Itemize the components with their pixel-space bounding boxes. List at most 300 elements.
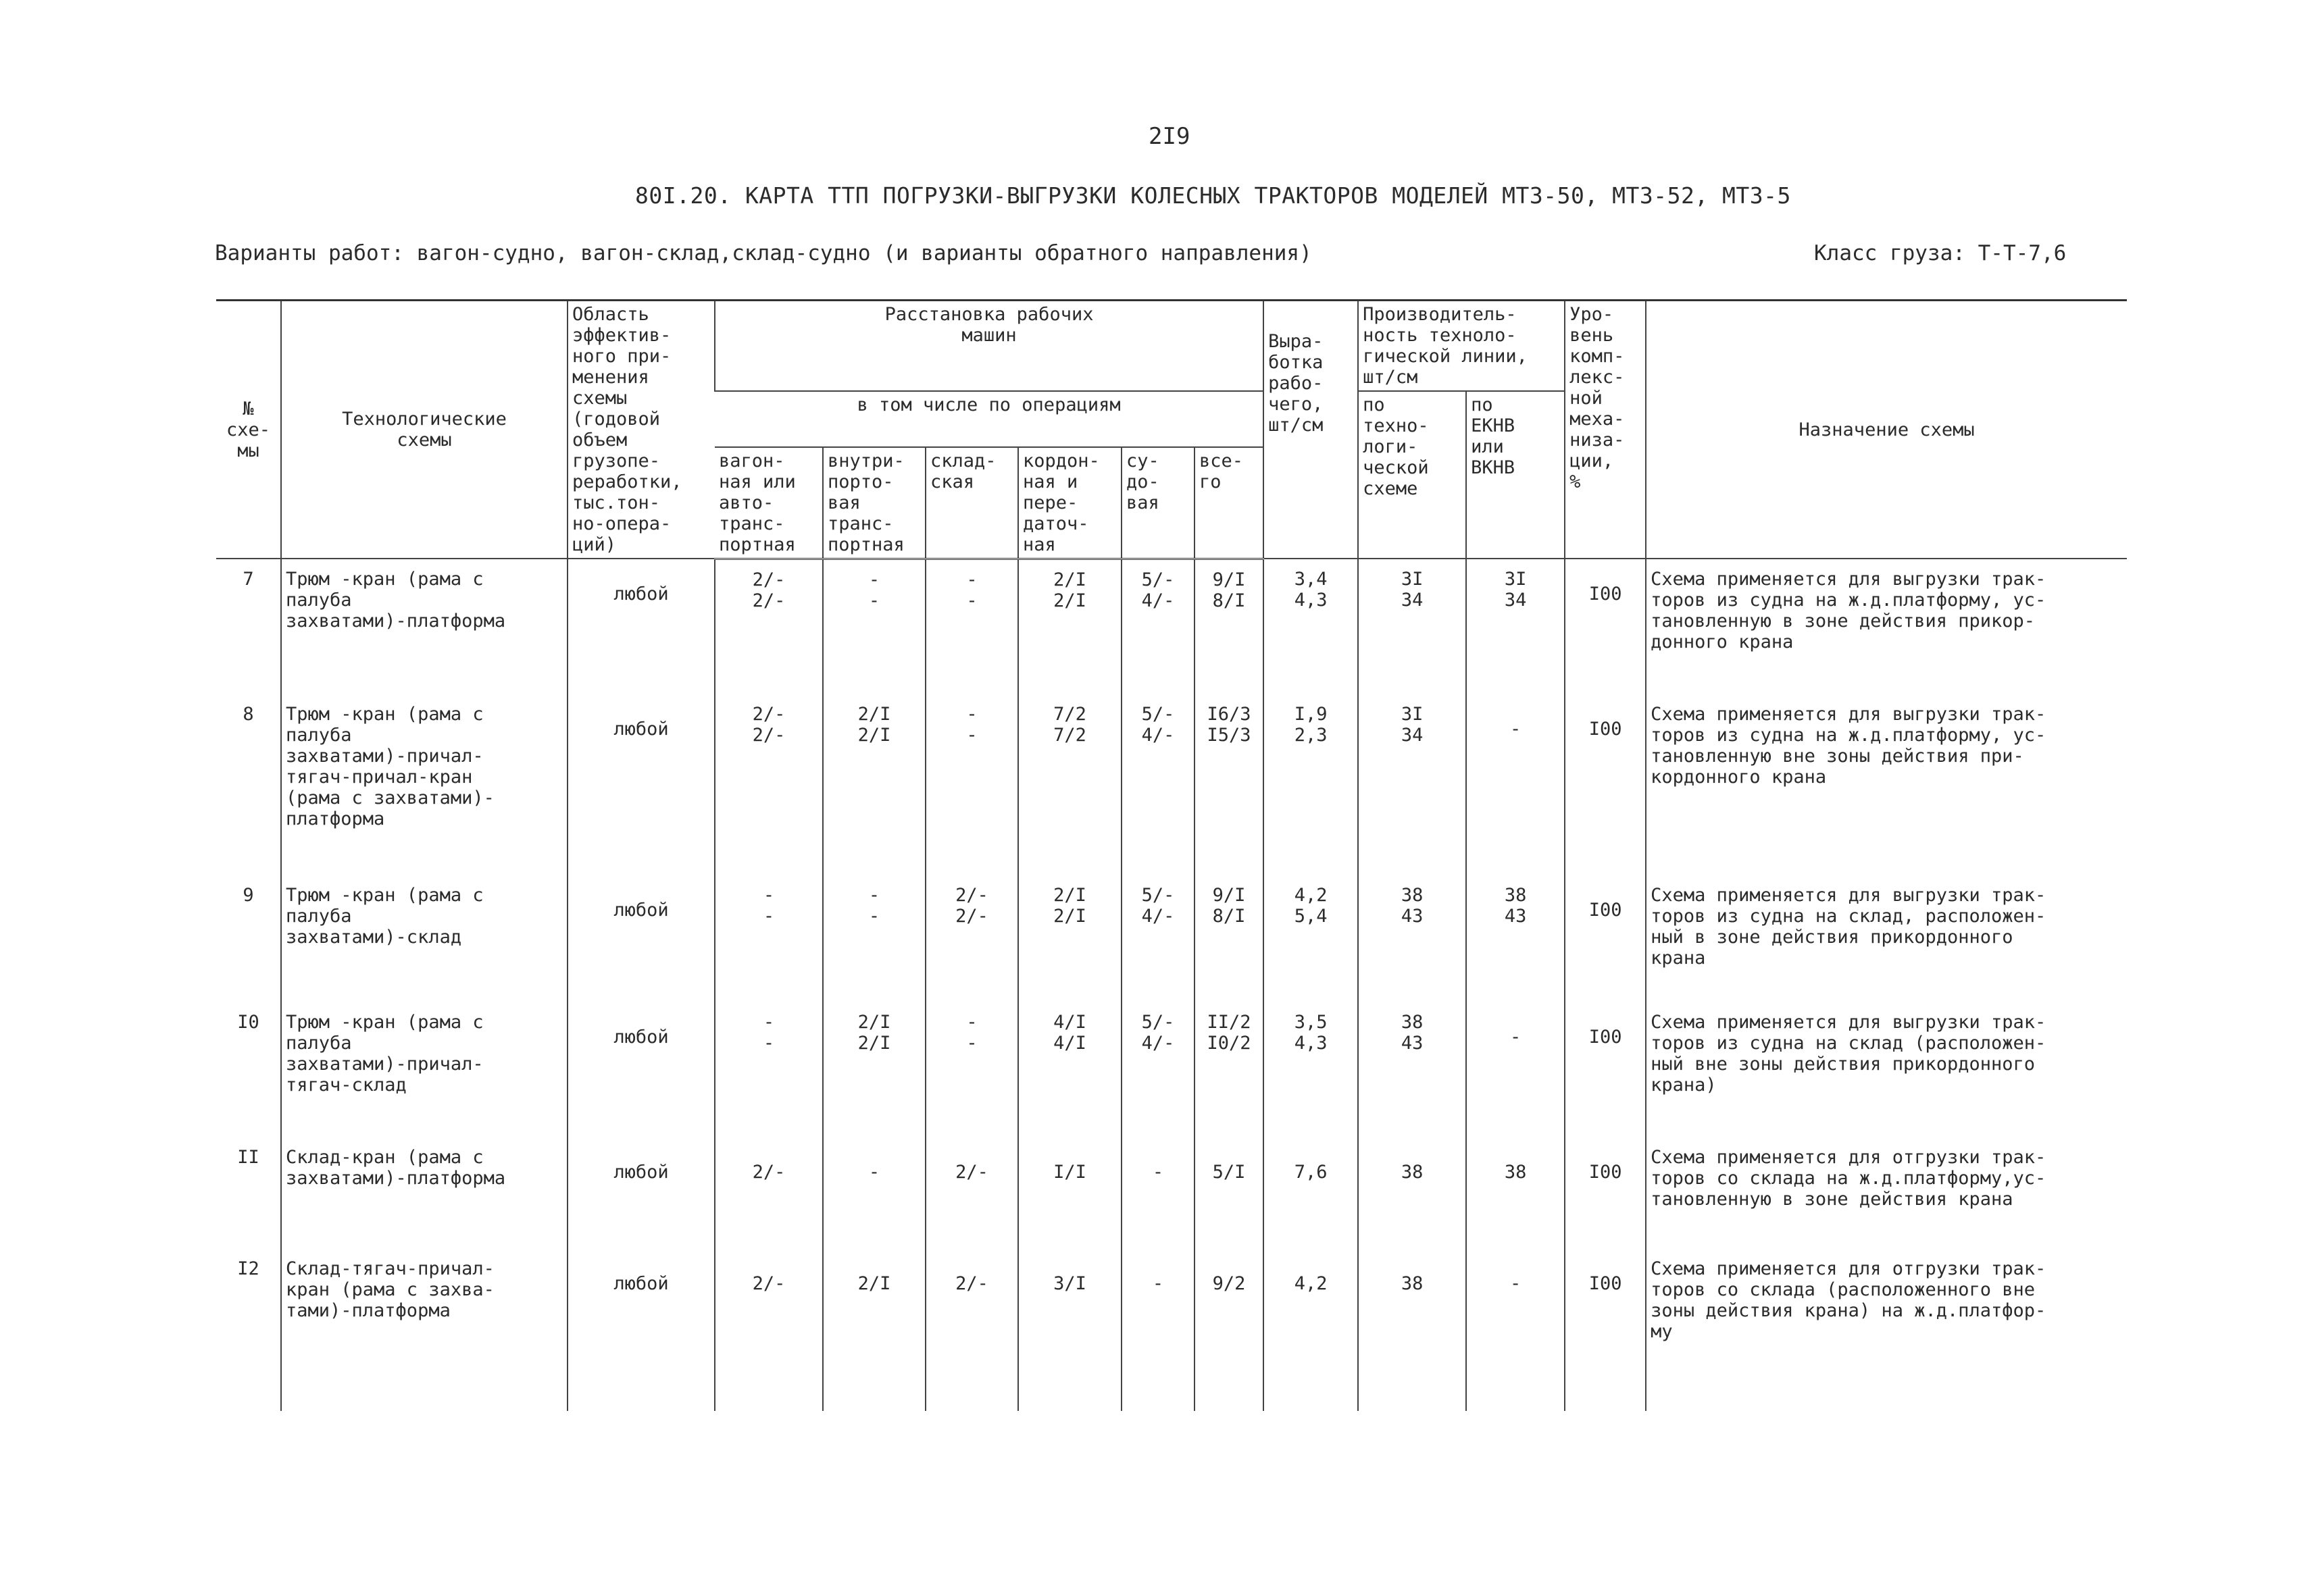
output-cell xyxy=(1263,1137,1358,1249)
cell-value: I/I xyxy=(1053,1162,1086,1183)
purpose-cell xyxy=(1646,1249,2127,1411)
cell-value: тами)-платформа xyxy=(286,1300,451,1321)
cell-value: 38 xyxy=(1401,885,1424,906)
header-line: объем xyxy=(572,430,628,451)
cell-value: тановленную вне зоны действия при- xyxy=(1651,746,2024,767)
cell-value: торов из судна на ж.д.платформу, ус- xyxy=(1651,590,2046,611)
cell-value: - xyxy=(1509,1027,1521,1048)
header-line: ботка xyxy=(1268,352,1324,373)
cell-value: - xyxy=(868,590,880,611)
mechanization-cell xyxy=(1565,1249,1646,1411)
output-cell xyxy=(1263,694,1358,875)
purpose-cell xyxy=(1646,559,2127,694)
header-productivity xyxy=(1358,301,1565,392)
op-internal-cell xyxy=(823,694,926,875)
cell-value: захватами)-причал- xyxy=(286,1054,484,1075)
purpose-cell xyxy=(1646,1002,2127,1137)
scheme-cell xyxy=(281,694,568,875)
op-internal-cell xyxy=(823,1249,926,1411)
prod-scheme-cell xyxy=(1358,875,1466,1002)
mechanization-cell xyxy=(1565,875,1646,1002)
cell-value: 9/I xyxy=(1212,569,1246,590)
cell-value: 2/I xyxy=(1053,906,1086,927)
header-line: портная xyxy=(828,534,905,555)
prod-scheme-cell xyxy=(1358,1137,1466,1249)
cell-value: 4/I xyxy=(1053,1012,1086,1033)
header-line: схе- xyxy=(226,419,271,440)
cell-value: любой xyxy=(613,584,669,604)
cell-value: 7/2 xyxy=(1053,704,1086,725)
cell-value: 2/I xyxy=(857,704,891,725)
cell-value: 9 xyxy=(243,885,254,906)
cell-value: I00 xyxy=(1588,900,1622,921)
cargo-class: Класс груза: Т-Т-7,6 xyxy=(1814,241,2067,265)
header-line: № xyxy=(243,398,254,419)
cell-value: I00 xyxy=(1588,719,1622,740)
cell-value: торов со склада на ж.д.платформу,ус- xyxy=(1651,1168,2046,1189)
cell-value: 2/- xyxy=(955,1162,988,1183)
cell-value: I00 xyxy=(1588,1027,1622,1048)
cell-value: 2/I xyxy=(857,725,891,746)
header-schemes xyxy=(281,301,568,559)
cell-value: 8/I xyxy=(1212,590,1246,611)
header-line: Выра- xyxy=(1268,331,1324,352)
op-wagon-cell xyxy=(715,875,823,1002)
cell-value: 3/I xyxy=(1053,1273,1086,1294)
header-line: или xyxy=(1471,436,1504,457)
op-warehouse-cell xyxy=(926,1137,1018,1249)
cell-value: 43 xyxy=(1504,906,1527,927)
header-line: схемы xyxy=(572,388,628,409)
cell-value: 4,2 xyxy=(1294,1273,1328,1294)
header-prod-by-scheme xyxy=(1358,391,1466,559)
header-line: схеме xyxy=(1363,478,1418,499)
header-line: порто- xyxy=(828,471,894,492)
cell-value: I5/3 xyxy=(1207,725,1251,746)
cell-value: 38 xyxy=(1504,885,1527,906)
cell-value: любой xyxy=(613,1027,669,1048)
header-line: ная xyxy=(1023,534,1056,555)
mechanization-cell xyxy=(1565,1137,1646,1249)
header-line: даточ- xyxy=(1023,513,1089,534)
cell-value: - xyxy=(1152,1273,1164,1294)
cell-value: - xyxy=(966,1012,978,1033)
cell-value: Схема применяется для выгрузки трак- xyxy=(1651,1012,2046,1033)
op-cordon-cell xyxy=(1018,694,1122,875)
page-number: 2I9 xyxy=(1149,123,1190,150)
cell-value: Схема применяется для выгрузки трак- xyxy=(1651,885,2046,906)
header-line: низа- xyxy=(1569,430,1625,451)
header-line: ность техноло- xyxy=(1363,325,1517,346)
cell-value: Схема применяется для отгрузки трак- xyxy=(1651,1258,2046,1279)
cell-value: 5/I xyxy=(1212,1162,1246,1183)
header-output xyxy=(1263,301,1358,559)
cell-value: палуба xyxy=(286,906,352,927)
prod-ekhv-cell xyxy=(1466,1137,1565,1249)
header-line: ций) xyxy=(572,534,617,555)
cell-value: тановленную в зоне действия крана xyxy=(1651,1189,2013,1210)
header-line: вагон- xyxy=(719,450,785,471)
header-line: все- xyxy=(1199,450,1244,471)
header-line: до- xyxy=(1126,471,1159,492)
header-line: транс- xyxy=(719,513,785,534)
cell-value: 2/I xyxy=(857,1012,891,1033)
cell-value: 34 xyxy=(1401,725,1424,746)
area-cell xyxy=(568,875,715,1002)
purpose-cell xyxy=(1646,1137,2127,1249)
purpose-cell xyxy=(1646,875,2127,1002)
header-line: ная или xyxy=(719,471,796,492)
cell-value: 2/I xyxy=(1053,569,1086,590)
cell-value: - xyxy=(868,569,880,590)
cell-value: му xyxy=(1651,1321,1673,1342)
output-cell xyxy=(1263,875,1358,1002)
cell-value: (рама с захватами)- xyxy=(286,788,495,808)
cell-value: зоны действия крана) на ж.д.платфор- xyxy=(1651,1300,2046,1321)
cell-value: 2/- xyxy=(752,1162,786,1183)
cell-value: захватами)-платформа xyxy=(286,611,506,632)
header-line: ной xyxy=(1569,388,1603,409)
output-cell xyxy=(1263,1249,1358,1411)
cell-value: любой xyxy=(613,1273,669,1294)
cell-value: 4/- xyxy=(1141,590,1175,611)
header-line: по xyxy=(1363,394,1385,415)
cell-value: I0/2 xyxy=(1207,1033,1251,1054)
scheme-cell xyxy=(281,1137,568,1249)
header-line: логи- xyxy=(1363,436,1418,457)
header-line: ческой xyxy=(1363,457,1429,478)
cell-value: 7,6 xyxy=(1294,1162,1328,1183)
header-line: авто- xyxy=(719,492,774,513)
cell-value: 5/- xyxy=(1141,885,1175,906)
cell-value: - xyxy=(763,885,775,906)
prod-scheme-cell xyxy=(1358,1249,1466,1411)
cell-value: крана) xyxy=(1651,1075,1717,1096)
area-cell xyxy=(568,694,715,875)
cell-value: 7/2 xyxy=(1053,725,1086,746)
cell-value: 2,3 xyxy=(1294,725,1328,746)
op-wagon-cell xyxy=(715,559,823,694)
prod-ekhv-cell xyxy=(1466,559,1565,694)
cell-value: - xyxy=(868,1162,880,1183)
op-ship-cell xyxy=(1122,1137,1194,1249)
op-ship-cell xyxy=(1122,1002,1194,1137)
header-incl-ops-label: в том числе по операциям xyxy=(857,394,1121,415)
cell-value: I,9 xyxy=(1294,704,1328,725)
row-number xyxy=(216,694,281,875)
cell-value: Склад-кран (рама с xyxy=(286,1147,484,1168)
header-placement xyxy=(715,301,1263,392)
cell-value: 5/- xyxy=(1141,704,1175,725)
header-op-wagon xyxy=(715,447,823,559)
header-line: ВКНВ xyxy=(1471,457,1515,478)
row-number xyxy=(216,1137,281,1249)
cell-value: - xyxy=(868,885,880,906)
cell-value: 4/- xyxy=(1141,1033,1175,1054)
header-line: Уро- xyxy=(1569,304,1614,325)
op-wagon-cell xyxy=(715,1137,823,1249)
cell-value: Склад-тягач-причал- xyxy=(286,1258,495,1279)
row-number xyxy=(216,559,281,694)
cell-value: I00 xyxy=(1588,584,1622,604)
cell-value: палуба xyxy=(286,590,352,611)
cell-value: 4/I xyxy=(1053,1033,1086,1054)
header-line: менения xyxy=(572,367,649,388)
purpose-cell xyxy=(1646,694,2127,875)
cell-value: 4/- xyxy=(1141,725,1175,746)
cell-value: тягач-склад xyxy=(286,1075,407,1096)
table-row xyxy=(216,1249,2127,1411)
cell-value: 43 xyxy=(1401,1033,1424,1054)
op-internal-cell xyxy=(823,559,926,694)
cell-value: Схема применяется для выгрузки трак- xyxy=(1651,704,2046,725)
cell-value: 38 xyxy=(1401,1012,1424,1033)
mechanization-cell xyxy=(1565,694,1646,875)
cell-value: 3I xyxy=(1504,569,1527,590)
cell-value: 4,3 xyxy=(1294,1033,1328,1054)
area-cell xyxy=(568,1002,715,1137)
cell-value: I00 xyxy=(1588,1273,1622,1294)
cell-value: - xyxy=(1152,1162,1164,1183)
scheme-table xyxy=(216,299,2127,1411)
cell-value: 5/- xyxy=(1141,1012,1175,1033)
op-internal-cell xyxy=(823,1137,926,1249)
cell-value: 9/I xyxy=(1212,885,1246,906)
scheme-cell xyxy=(281,1249,568,1411)
cell-value: Трюм -кран (рама с xyxy=(286,1012,484,1033)
cell-value: 2/- xyxy=(752,725,786,746)
op-internal-cell xyxy=(823,875,926,1002)
cell-value: 38 xyxy=(1504,1162,1527,1183)
cell-value: 2/I xyxy=(857,1273,891,1294)
cell-value: Трюм -кран (рама с xyxy=(286,569,484,590)
header-line: ного при- xyxy=(572,346,672,367)
header-line: меха- xyxy=(1569,409,1625,430)
table-header xyxy=(216,301,2127,559)
cell-value: 3I xyxy=(1401,569,1424,590)
prod-ekhv-cell xyxy=(1466,694,1565,875)
cell-value: - xyxy=(966,569,978,590)
header-line: кордон- xyxy=(1023,450,1100,471)
header-line: ции, xyxy=(1569,451,1614,471)
cell-value: тягач-причал-кран xyxy=(286,767,473,788)
prod-ekhv-cell xyxy=(1466,1249,1565,1411)
header-line: реработки, xyxy=(572,471,682,492)
document-title: 80I.20. КАРТА ТТП ПОГРУЗКИ-ВЫГРУЗКИ КОЛЕСНЫХ ТРАКТОРОВ МОДЕЛЕЙ МТЗ-50, МТЗ-52, МТЗ-5 xyxy=(635,182,1791,209)
op-total-cell xyxy=(1194,875,1263,1002)
area-cell xyxy=(568,559,715,694)
cell-value: захватами)-причал- xyxy=(286,746,484,767)
cell-value: 2/I xyxy=(857,1033,891,1054)
table-row xyxy=(216,875,2127,1002)
cell-value: захватами)-склад xyxy=(286,927,462,948)
header-line: ская xyxy=(930,471,975,492)
header-line: машин xyxy=(961,325,1017,346)
header-incl-ops xyxy=(715,391,1263,447)
cell-value: 4,2 xyxy=(1294,885,1328,906)
cell-value: II/2 xyxy=(1207,1012,1251,1033)
cell-value: Трюм -кран (рама с xyxy=(286,704,484,725)
cell-value: торов из судна на ж.д.платформу, ус- xyxy=(1651,725,2046,746)
header-line: ная и xyxy=(1023,471,1078,492)
cell-value: 34 xyxy=(1401,590,1424,611)
cell-value: 2/- xyxy=(955,906,988,927)
cell-value: 4,3 xyxy=(1294,590,1328,611)
prod-scheme-cell xyxy=(1358,1002,1466,1137)
header-op-internal xyxy=(823,447,926,559)
header-line: Производитель- xyxy=(1363,304,1517,325)
header-line: внутри- xyxy=(828,450,905,471)
cell-value: I2 xyxy=(237,1258,259,1279)
header-line: вень xyxy=(1569,325,1614,346)
cell-value: кран (рама с захва- xyxy=(286,1279,495,1300)
header-line: рабо- xyxy=(1268,373,1324,394)
header-line: схемы xyxy=(397,430,452,451)
header-line: го xyxy=(1199,471,1222,492)
header-num xyxy=(216,301,281,559)
op-cordon-cell xyxy=(1018,1137,1122,1249)
cell-value: 5,4 xyxy=(1294,906,1328,927)
op-cordon-cell xyxy=(1018,559,1122,694)
header-line: лекс- xyxy=(1569,367,1625,388)
cell-value: I0 xyxy=(237,1012,259,1033)
cell-value: 9/2 xyxy=(1212,1273,1246,1294)
cell-value: донного крана xyxy=(1651,632,1794,652)
header-line: но-опера- xyxy=(572,513,672,534)
cell-value: палуба xyxy=(286,1033,352,1054)
cell-value: - xyxy=(966,725,978,746)
cell-value: 2/- xyxy=(752,590,786,611)
op-wagon-cell xyxy=(715,1249,823,1411)
cell-value: - xyxy=(1509,719,1521,740)
op-total-cell xyxy=(1194,559,1263,694)
table-row xyxy=(216,1002,2127,1137)
header-prod-by-ekhv xyxy=(1466,391,1565,559)
header-op-ship xyxy=(1122,447,1194,559)
op-ship-cell xyxy=(1122,1249,1194,1411)
prod-ekhv-cell xyxy=(1466,1002,1565,1137)
cell-value: любой xyxy=(613,719,669,740)
scheme-cell xyxy=(281,875,568,1002)
cell-value: 4/- xyxy=(1141,906,1175,927)
cell-value: 2/- xyxy=(752,704,786,725)
cell-value: 2/- xyxy=(752,569,786,590)
prod-ekhv-cell xyxy=(1466,875,1565,1002)
cell-value: - xyxy=(763,1033,775,1054)
op-warehouse-cell xyxy=(926,1002,1018,1137)
cell-value: - xyxy=(1509,1273,1521,1294)
cell-value: 34 xyxy=(1504,590,1527,611)
header-line: шт/см xyxy=(1363,367,1418,388)
header-line: чего, xyxy=(1268,394,1324,415)
cell-value: тановленную в зоне действия прикор- xyxy=(1651,611,2036,632)
area-cell xyxy=(568,1249,715,1411)
cell-value: 2/- xyxy=(955,1273,988,1294)
header-line: тыс.тон- xyxy=(572,492,661,513)
table-row xyxy=(216,694,2127,875)
header-line: комп- xyxy=(1569,346,1625,367)
op-warehouse-cell xyxy=(926,1249,1018,1411)
header-line: грузопе- xyxy=(572,451,661,471)
prod-scheme-cell xyxy=(1358,694,1466,875)
header-line: вая xyxy=(1126,492,1159,513)
header-line: Область xyxy=(572,304,649,325)
table-body xyxy=(216,559,2127,1411)
header-line: по xyxy=(1471,394,1493,415)
header-line: шт/см xyxy=(1268,415,1324,436)
work-variants: Варианты работ: вагон-судно, вагон-склад,склад-судно (и варианты обратного направления) xyxy=(215,241,1312,265)
scheme-table-container xyxy=(216,299,2127,1411)
op-cordon-cell xyxy=(1018,875,1122,1002)
cell-value: II xyxy=(237,1147,259,1168)
output-cell xyxy=(1263,1002,1358,1137)
cell-value: - xyxy=(763,1012,775,1033)
header-line: су- xyxy=(1126,450,1159,471)
op-ship-cell xyxy=(1122,559,1194,694)
cell-value: 5/- xyxy=(1141,569,1175,590)
op-wagon-cell xyxy=(715,1002,823,1137)
header-line: портная xyxy=(719,534,796,555)
header-line: транс- xyxy=(828,513,894,534)
table-row xyxy=(216,1137,2127,1249)
header-line: эффектив- xyxy=(572,325,672,346)
cell-value: 8 xyxy=(243,704,254,725)
header-purpose-label: Назначение схемы xyxy=(1799,419,1975,440)
cell-value: - xyxy=(763,906,775,927)
header-line: мы xyxy=(237,440,259,461)
header-row-1 xyxy=(216,301,2127,392)
scheme-cell xyxy=(281,1002,568,1137)
mechanization-cell xyxy=(1565,1002,1646,1137)
cell-value: 2/I xyxy=(1053,885,1086,906)
cell-value: Трюм -кран (рама с xyxy=(286,885,484,906)
cell-value: Схема применяется для отгрузки трак- xyxy=(1651,1147,2046,1168)
row-number xyxy=(216,1249,281,1411)
cell-value: любой xyxy=(613,1162,669,1183)
op-ship-cell xyxy=(1122,694,1194,875)
cell-value: - xyxy=(966,590,978,611)
row-number xyxy=(216,875,281,1002)
header-mechanization xyxy=(1565,301,1646,559)
cell-value: кордонного крана xyxy=(1651,767,1827,788)
header-line: пере- xyxy=(1023,492,1078,513)
header-line: Расстановка рабочих xyxy=(884,304,1094,325)
cell-value: захватами)-платформа xyxy=(286,1168,506,1189)
row-number xyxy=(216,1002,281,1137)
cell-value: ный вне зоны действия прикордонного xyxy=(1651,1054,2036,1075)
cell-value: 43 xyxy=(1401,906,1424,927)
output-cell xyxy=(1263,559,1358,694)
cell-value: платформа xyxy=(286,808,385,829)
header-line: % xyxy=(1569,471,1581,492)
op-cordon-cell xyxy=(1018,1249,1122,1411)
cell-value: торов из судна на склад (расположен- xyxy=(1651,1033,2046,1054)
cell-value: торов из судна на склад, расположен- xyxy=(1651,906,2046,927)
cell-value: 7 xyxy=(243,569,254,590)
cell-value: 2/- xyxy=(955,885,988,906)
cell-value: ный в зоне действия прикордонного xyxy=(1651,927,2013,948)
op-total-cell xyxy=(1194,1137,1263,1249)
cell-value: 38 xyxy=(1401,1273,1424,1294)
cell-value: 2/- xyxy=(752,1273,786,1294)
op-warehouse-cell xyxy=(926,875,1018,1002)
cell-value: 8/I xyxy=(1212,906,1246,927)
header-line: техно- xyxy=(1363,415,1429,436)
op-total-cell xyxy=(1194,1249,1263,1411)
op-wagon-cell xyxy=(715,694,823,875)
op-ship-cell xyxy=(1122,875,1194,1002)
mechanization-cell xyxy=(1565,559,1646,694)
